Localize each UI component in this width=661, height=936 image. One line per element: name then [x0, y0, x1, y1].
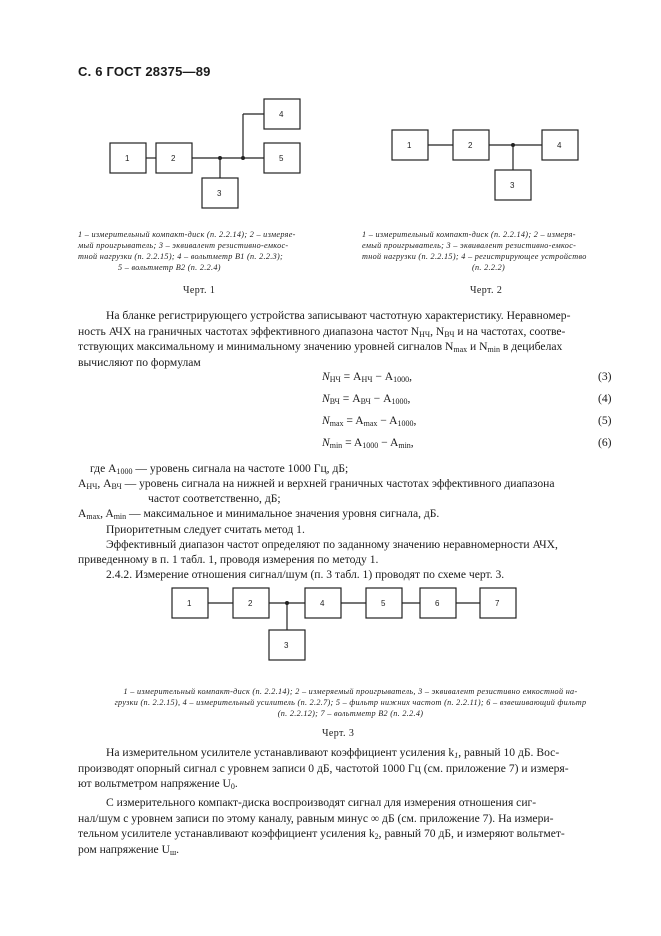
fig3-label-5: 5	[381, 599, 386, 608]
body3-paragraph-1	[78, 745, 618, 792]
fig2-label-4: 4	[557, 141, 562, 150]
figure-3-label: Черт. 3	[322, 728, 355, 739]
figure-2-caption	[362, 229, 624, 273]
formula-4-number: (4)	[598, 392, 612, 405]
formula-5: $N_{max} = A_{max} - A_{1000}$,	[322, 414, 417, 428]
body3-line: нал/шум с уровнем записи по этому каналу, равным минус ∞ дБ (см. приложение 7). На измери-	[78, 811, 554, 825]
fig1-label-5: 5	[279, 154, 284, 163]
figure-1-label: Черт. 1	[183, 285, 216, 296]
fig2-label-2: 2	[468, 141, 473, 150]
p1-line: вычисляют по формулам	[78, 355, 201, 369]
fig3-label-3: 3	[284, 641, 289, 650]
fig2-label-1: 1	[407, 141, 412, 150]
formula-4: $N_{ВЧ} = A_{ВЧ} - A_{1000}$,	[322, 392, 411, 406]
fig2-caption-line: 1 – измерительный компакт-диск (п. 2.2.14); 2 – измеря-	[362, 230, 576, 239]
fig1-caption-line: 5 – вольтметр В2 (п. 2.2.4)	[118, 263, 221, 272]
where-line-3: $A_{max}$, $A_{min}$ — максимальное и минимальное значения уровня сигнала, дБ.	[78, 507, 440, 521]
figure-2-diagram	[385, 124, 585, 204]
fig3-junction	[285, 601, 289, 605]
figure-1-diagram	[105, 96, 315, 216]
fig1-label-2: 2	[171, 154, 176, 163]
body2-line-3: приведенному в п. 1 табл. 1, проводя измерения по методу 1.	[78, 553, 379, 566]
fig2-caption-line: тной нагрузки (п. 2.2.15); 4 – регистрирующее устройство	[362, 252, 587, 261]
formula-6: $N_{min} = A_{1000} - A_{min}$,	[322, 436, 414, 450]
page-header: С. 6 ГОСТ 28375—89	[78, 64, 211, 79]
fig1-caption-line: 1 – измерительный компакт-диск (п. 2.2.14); 2 – измеряе-	[78, 230, 296, 239]
formula-6-number: (6)	[598, 436, 612, 449]
body2-line-4: 2.4.2. Измерение отношения сигнал/шум (п. 3 табл. 1) проводят по схеме черт. 3.	[106, 568, 505, 581]
formula-3-number: (3)	[598, 370, 612, 383]
body2-line-2: Эффективный диапазон частот определяют по заданному значению неравномерности АЧХ,	[106, 538, 558, 551]
fig3-caption-line: (п. 2.2.12); 7 – вольтметр В2 (п. 2.2.4)	[277, 709, 424, 718]
body3-line: тельном усилителе устанавливают коэффициент усиления $k_2$, равный 70 дБ, и измеряют вольтмет-	[78, 827, 565, 841]
paragraph-1	[78, 308, 618, 370]
where-line-2b: частот соответственно, дБ;	[148, 492, 281, 505]
fig1-junction-b	[241, 156, 245, 160]
fig1-caption-line: мый проигрыватель; 3 – эквивалент резистивно-емкос-	[78, 241, 289, 250]
p1-line: ность АЧХ на граничных частотах эффективного диапазона частот $N_{НЧ}$, $N_{ВЧ}$ и на частотах, соотве-	[78, 324, 566, 339]
body3-line: ют вольтметром напряжение $U_0$.	[78, 777, 238, 791]
body3-paragraph-2	[78, 795, 618, 857]
formula-5-number: (5)	[598, 414, 612, 427]
fig3-caption-line: грузки (п. 2.2.15), 4 – измерительный усилитель (п. 2.2.7); 5 – фильтр нижних частот (п. 2.2.11); 6 – взвешивающий фильтр	[114, 698, 587, 707]
fig3-label-1: 1	[187, 599, 192, 608]
body3-line: С измерительного компакт-диска воспроизводят сигнал для измерения отношения сиг-	[106, 796, 537, 809]
figure-2-label: Черт. 2	[470, 285, 503, 296]
formula-3: $N_{НЧ} = A_{НЧ} - A_{1000}$,	[322, 370, 413, 384]
where-line-1: где $A_{1000}$ — уровень сигнала на частоте 1000 Гц, дБ;	[90, 462, 349, 476]
figure-3-diagram	[168, 583, 548, 683]
body2-line-1: Приоритетным следует считать метод 1.	[106, 523, 305, 536]
fig2-label-3: 3	[510, 181, 515, 190]
fig1-label-3: 3	[217, 189, 222, 198]
p1-line: тствующих максимальному и минимальному значению уровней сигналов $N_{max}$ и $N_{min}$ в децибелах	[78, 340, 563, 354]
fig3-caption-line: 1 – измерительный компакт-диск (п. 2.2.14); 2 – измеряемый проигрыватель, 3 – эквивалент резистивно емкостной на-	[123, 687, 578, 696]
fig2-caption-line: емый проигрыватель; 3 – эквивалент резистивно-емкос-	[362, 241, 577, 250]
figure-3-caption	[78, 686, 623, 719]
figure-1-caption	[78, 229, 340, 273]
fig1-label-4: 4	[279, 110, 284, 119]
fig3-label-2: 2	[248, 599, 253, 608]
fig1-junction-a	[218, 156, 222, 160]
fig2-caption-line: (п. 2.2.2)	[472, 263, 506, 272]
p1-line: На бланке регистрирующего устройства записывают частотную характеристику. Неравномер-	[106, 309, 571, 322]
fig3-label-6: 6	[435, 599, 440, 608]
fig1-caption-line: тной нагрузки (п. 2.2.15); 4 – вольтметр В1 (п. 2.2.3);	[78, 252, 284, 261]
body3-line: На измерительном усилителе устанавливают коэффициент усиления $k_1$, равный 10 дБ. Вос-	[106, 746, 560, 760]
fig1-label-1: 1	[125, 154, 130, 163]
body3-line: производят опорный сигнал с уровнем записи 0 дБ, частотой 1000 Гц (см. приложение 7) и измеря-	[78, 761, 569, 775]
body3-line: ром напряжение $U_ш$.	[78, 842, 180, 857]
fig2-junction	[511, 143, 515, 147]
where-line-2: $A_{НЧ}$, $A_{ВЧ}$ — уровень сигнала на нижней и верхней граничных частотах эффективного диапазона	[78, 477, 555, 491]
fig3-label-4: 4	[320, 599, 325, 608]
fig3-label-7: 7	[495, 599, 500, 608]
